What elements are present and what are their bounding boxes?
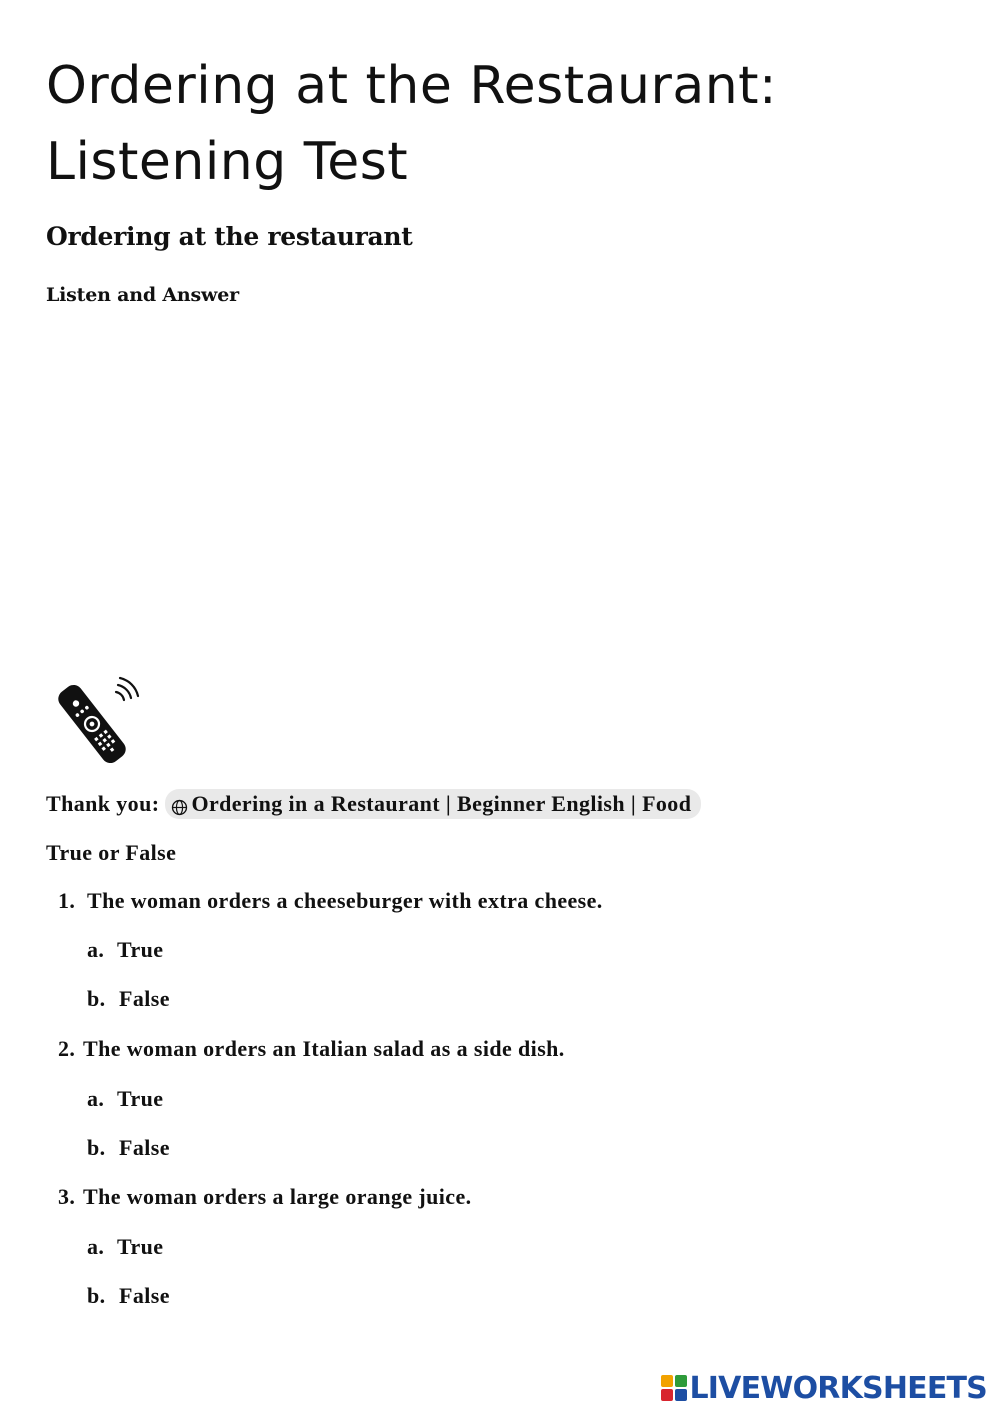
question-text: The woman orders a large orange juice. — [83, 1184, 472, 1209]
logo-blocks-icon — [661, 1375, 687, 1401]
logo-block-4 — [675, 1389, 687, 1401]
tv-remote-icon[interactable] — [44, 676, 140, 772]
liveworksheets-logo[interactable] — [661, 1370, 987, 1406]
question-text: The woman orders an Italian salad as a side dish. — [83, 1036, 565, 1061]
section-subtitle: Ordering at the restaurant — [46, 222, 413, 251]
question-number: 2. — [58, 1036, 76, 1061]
globe-icon — [171, 796, 188, 813]
credit-row — [46, 788, 701, 820]
question-2-option-a[interactable] — [87, 1084, 163, 1114]
question-1-option-a[interactable] — [87, 935, 163, 965]
true-false-heading: True or False — [46, 840, 177, 865]
video-link[interactable] — [165, 789, 701, 819]
question-3 — [58, 1182, 472, 1212]
option-text: True — [117, 1086, 164, 1111]
option-letter: a. — [87, 1086, 105, 1111]
option-text: True — [117, 1234, 164, 1259]
option-letter: a. — [87, 937, 105, 962]
option-text: False — [119, 1283, 170, 1308]
option-letter: b. — [87, 1283, 106, 1308]
option-text: True — [117, 937, 164, 962]
question-1 — [58, 886, 603, 916]
option-letter: a. — [87, 1234, 105, 1259]
option-text: False — [119, 986, 170, 1011]
option-letter: b. — [87, 1135, 106, 1160]
question-number: 3. — [58, 1184, 76, 1209]
logo-block-2 — [675, 1375, 687, 1387]
question-3-option-b[interactable] — [87, 1281, 170, 1311]
question-2 — [58, 1034, 565, 1064]
video-link-text: Ordering in a Restaurant | Beginner English | Food — [191, 791, 692, 816]
question-1-option-b[interactable] — [87, 984, 170, 1014]
logo-text: LIVEWORKSHEETS — [689, 1370, 987, 1406]
credit-label: Thank you: — [46, 791, 160, 816]
logo-block-1 — [661, 1375, 673, 1387]
question-number: 1. — [58, 888, 76, 913]
instruction-text: Listen and Answer — [46, 284, 239, 306]
logo-block-3 — [661, 1389, 673, 1401]
page-title: Ordering at the Restaurant: Listening Test — [46, 56, 778, 192]
option-text: False — [119, 1135, 170, 1160]
question-3-option-a[interactable] — [87, 1232, 163, 1262]
question-text: The woman orders a cheeseburger with extra cheese. — [87, 888, 603, 913]
option-letter: b. — [87, 986, 106, 1011]
question-2-option-b[interactable] — [87, 1133, 170, 1163]
